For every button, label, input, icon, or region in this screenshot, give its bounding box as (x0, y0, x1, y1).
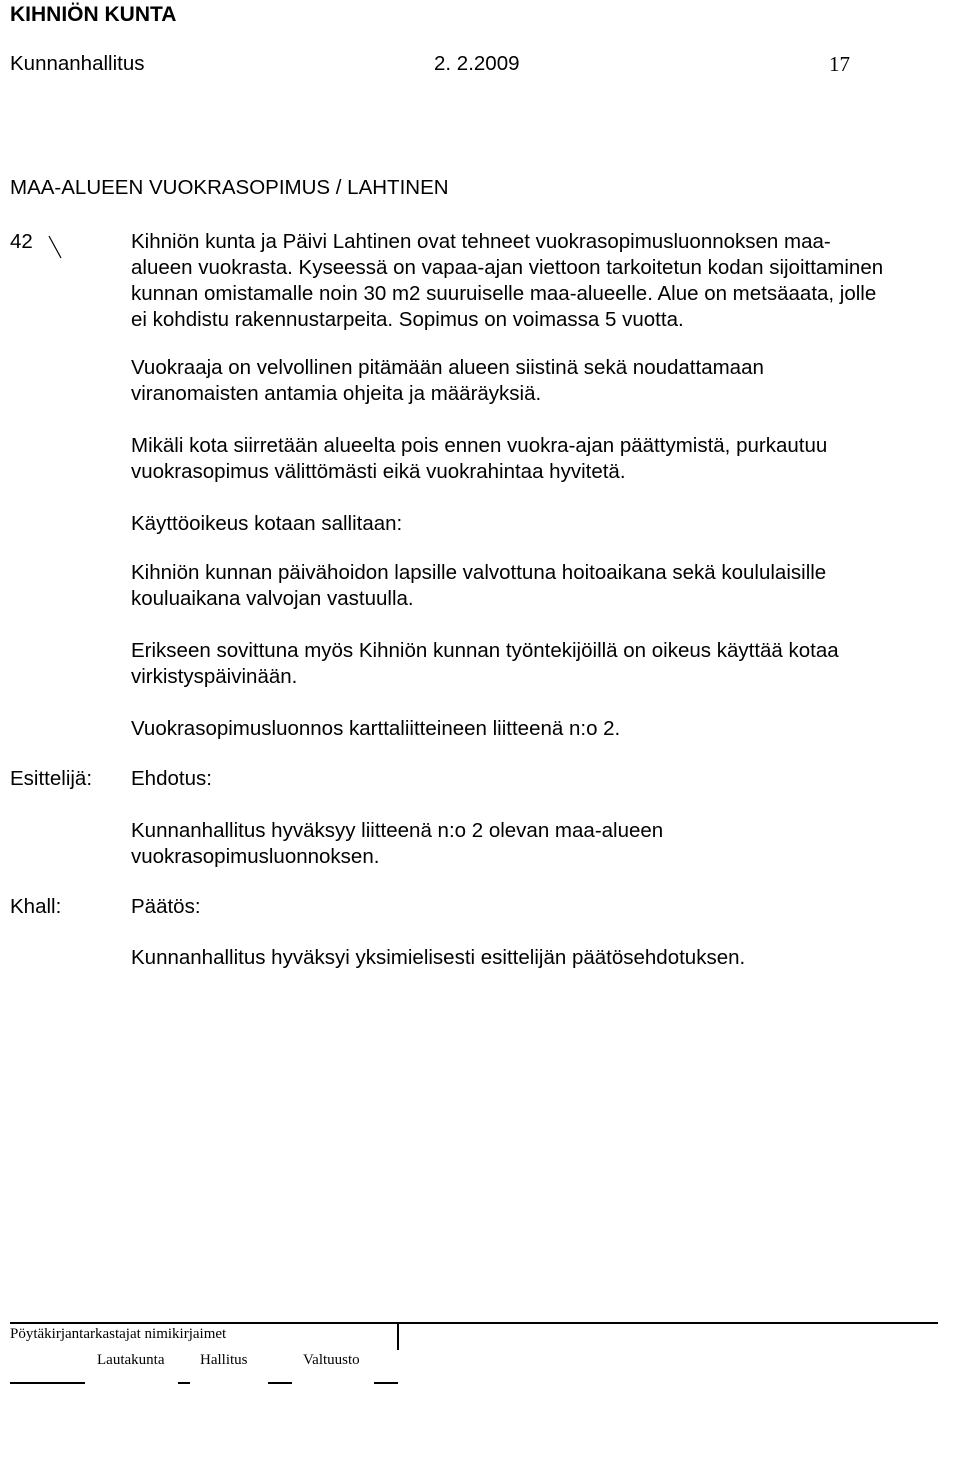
signature-line-end (374, 1382, 398, 1384)
meeting-body: Kunnanhallitus (10, 52, 145, 75)
footer-column-lautakunta: Lautakunta (97, 1352, 165, 1368)
board-label: Khall: (10, 895, 62, 918)
signature-line-hallitus (178, 1382, 190, 1384)
signature-line-lautakunta (10, 1382, 85, 1384)
meeting-date: 2. 2.2009 (434, 52, 520, 75)
paragraph-daycare-use: Kihniön kunnan päivähoidon lapsille valvottuna hoitoaikana sekä koululaisille kouluaikana valvojan vastuulla. (131, 561, 827, 610)
paragraph-termination: Mikäli kota siirretään alueelta pois ennen vuokra-ajan päättymistä, purkautuu vuokrasopimus välittömästi eikä vuokrahintaa hyvitetä. (131, 434, 828, 483)
proposal-heading: Ehdotus: (131, 767, 212, 790)
presenter-label: Esittelijä: (10, 767, 93, 790)
paragraph-attachment: Vuokrasopimusluonnos karttaliitteineen liitteenä n:o 2. (131, 717, 621, 740)
section-number: 42 (10, 230, 33, 253)
decision-heading: Päätös: (131, 895, 201, 918)
section-mark-icon (48, 232, 64, 262)
footer-top-rule (10, 1322, 938, 1324)
footer-column-valtuusto: Valtuusto (303, 1352, 360, 1368)
decision-text: Kunnanhallitus hyväksyi yksimielisesti esittelijän päätösehdotuksen. (131, 946, 746, 969)
footer-divider (397, 1322, 399, 1350)
page-number: 17 (829, 52, 850, 76)
footer-column-hallitus: Hallitus (200, 1352, 248, 1368)
paragraph-lease-summary: Kihniön kunta ja Päivi Lahtinen ovat tehneet vuokrasopimusluonnoksen maa- alueen vuokrasta. Kyseessä on vapaa-ajan viettoon tarkoitetun kodan sijoittaminen kunnan omistamalle noin 30 m2 suuruiselle maa-alueelle. Alue on metsäaata, jolle ei kohdistu rakennustarpeita. Sopimus on voimassa 5 vuotta. (131, 230, 884, 331)
section-title: MAA-ALUEEN VUOKRASOPIMUS / LAHTINEN (10, 176, 449, 199)
footer-title: Pöytäkirjantarkastajat nimikirjaimet (10, 1326, 227, 1342)
municipality-name: KIHNIÖN KUNTA (10, 3, 177, 26)
paragraph-employee-use: Erikseen sovittuna myös Kihniön kunnan työntekijöillä on oikeus käyttää kotaa virkistyspäivinään. (131, 639, 839, 688)
signature-line-valtuusto (268, 1382, 292, 1384)
paragraph-usage-rights: Käyttöoikeus kotaan sallitaan: (131, 512, 403, 535)
proposal-text: Kunnanhallitus hyväksyy liitteenä n:o 2 olevan maa-alueen vuokrasopimusluonnoksen. (131, 819, 664, 868)
paragraph-tenant-obligations: Vuokraaja on velvollinen pitämään alueen siistinä sekä noudattamaan viranomaisten antamia ohjeita ja määräyksiä. (131, 356, 764, 405)
